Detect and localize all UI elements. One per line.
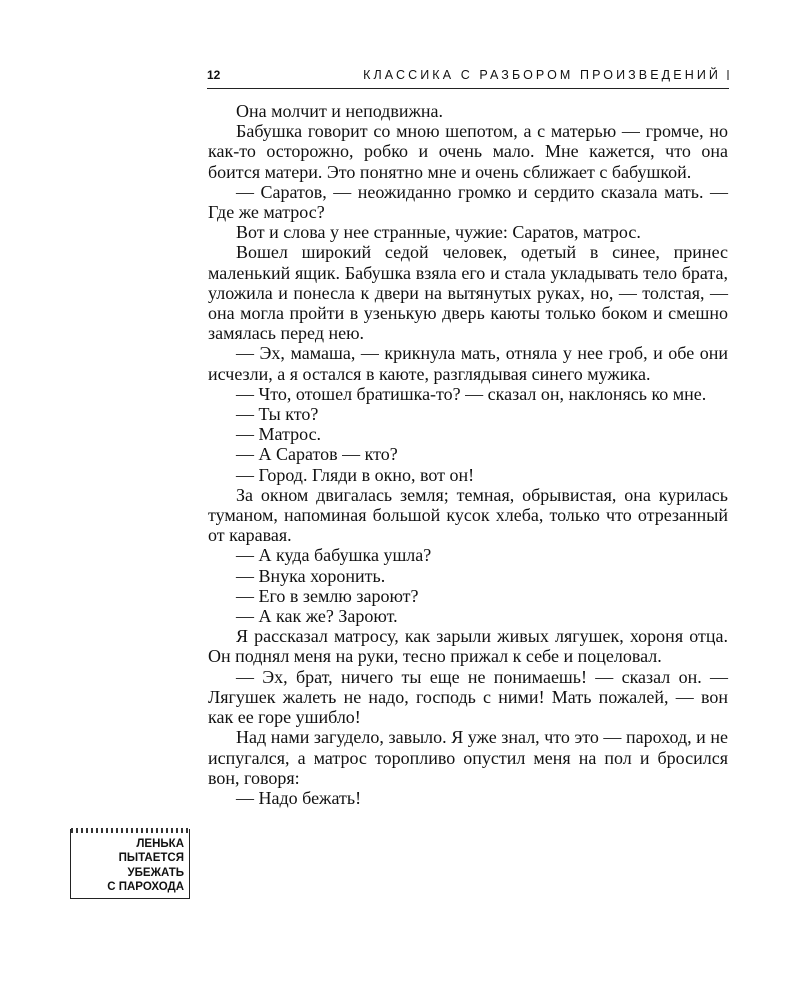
page-number: 12 (207, 68, 221, 82)
paragraph: Бабушка говорит со мною шепотом, а с матерью — громче, но как-то осторожно, робко и очень мало. Мне кажется, что она боится матери. Это понятно мне и очень сближает с бабушкой. (208, 121, 728, 182)
paragraph: — А Саратов — кто? (236, 444, 398, 465)
margin-note (70, 829, 190, 899)
margin-note-dotted-border (71, 828, 189, 833)
paragraph: — Надо бежать! (236, 787, 362, 808)
paragraph: — А куда бабушка ушла? (236, 545, 432, 566)
margin-note-text (107, 837, 184, 894)
margin-note-line: С ПАРОХОДА (107, 880, 184, 893)
paragraph: — А как же? Зароют. (236, 606, 398, 627)
paragraph: Вот и слова у нее странные, чужие: Саратов, матрос. (236, 222, 641, 243)
paragraph: Над нами загудело, завыло. Я уже знал, что это — пароход, и не испугался, а матрос торопливо опустил меня на пол и бросился вон, говоря: (208, 727, 728, 788)
paragraph: За окном двигалась земля; темная, обрывистая, она курилась туманом, напоминая большой кусок хлеба, только что отрезанный от каравая. (208, 484, 728, 546)
paragraph: — Его в землю зароют? (236, 585, 419, 606)
body-text (208, 101, 728, 808)
margin-note-line: УБЕЖАТЬ (127, 866, 184, 879)
paragraph: — Город. Гляди в окно, вот он! (236, 464, 475, 485)
paragraph: — Ты кто? (236, 404, 319, 425)
paragraph: — Эх, брат, ничего ты еще не понимаешь! — сказал он. — Лягушек жалеть не надо, господь с ними! Мать пожалей, — вон как ее горе ушибло! (208, 666, 728, 728)
paragraph: Она молчит и неподвижна. (236, 101, 444, 121)
paragraph: — Эх, мамаша, — крикнула мать, отняла у нее гроб, и обе они исчезли, а я остался в каюте, разглядывая синего мужика. (208, 343, 728, 384)
paragraph: Я рассказал матросу, как зарыли живых лягушек, хороня отца. Он поднял меня на руки, тесно прижал к себе и поцеловал. (208, 626, 728, 667)
running-header (207, 64, 729, 89)
header-edge-mark (727, 70, 729, 80)
margin-note-line: ЛЕНЬКА (136, 838, 184, 850)
paragraph: Вошел широкий седой человек, одетый в синее, принес маленький ящик. Бабушка взяла его и стала укладывать тело брата, уложила и понесла к двери на вытянутых руках, но, — толстая, — она могла пройти в узенькую дверь каюты только боком и смешно замялась перед нею. (208, 242, 728, 344)
paragraph: — Внука хоронить. (236, 565, 386, 586)
margin-note-line: ПЫТАЕТСЯ (118, 852, 184, 865)
paragraph: — Матрос. (236, 424, 322, 445)
running-title: КЛАССИКА С РАЗБОРОМ ПРОИЗВЕДЕНИЙ (363, 68, 721, 82)
paragraph: — Что, отошел братишка-то? — сказал он, наклонясь ко мне. (236, 383, 707, 404)
paragraph: — Саратов, — неожиданно громко и сердито сказала мать. — Где же матрос? (208, 181, 728, 223)
